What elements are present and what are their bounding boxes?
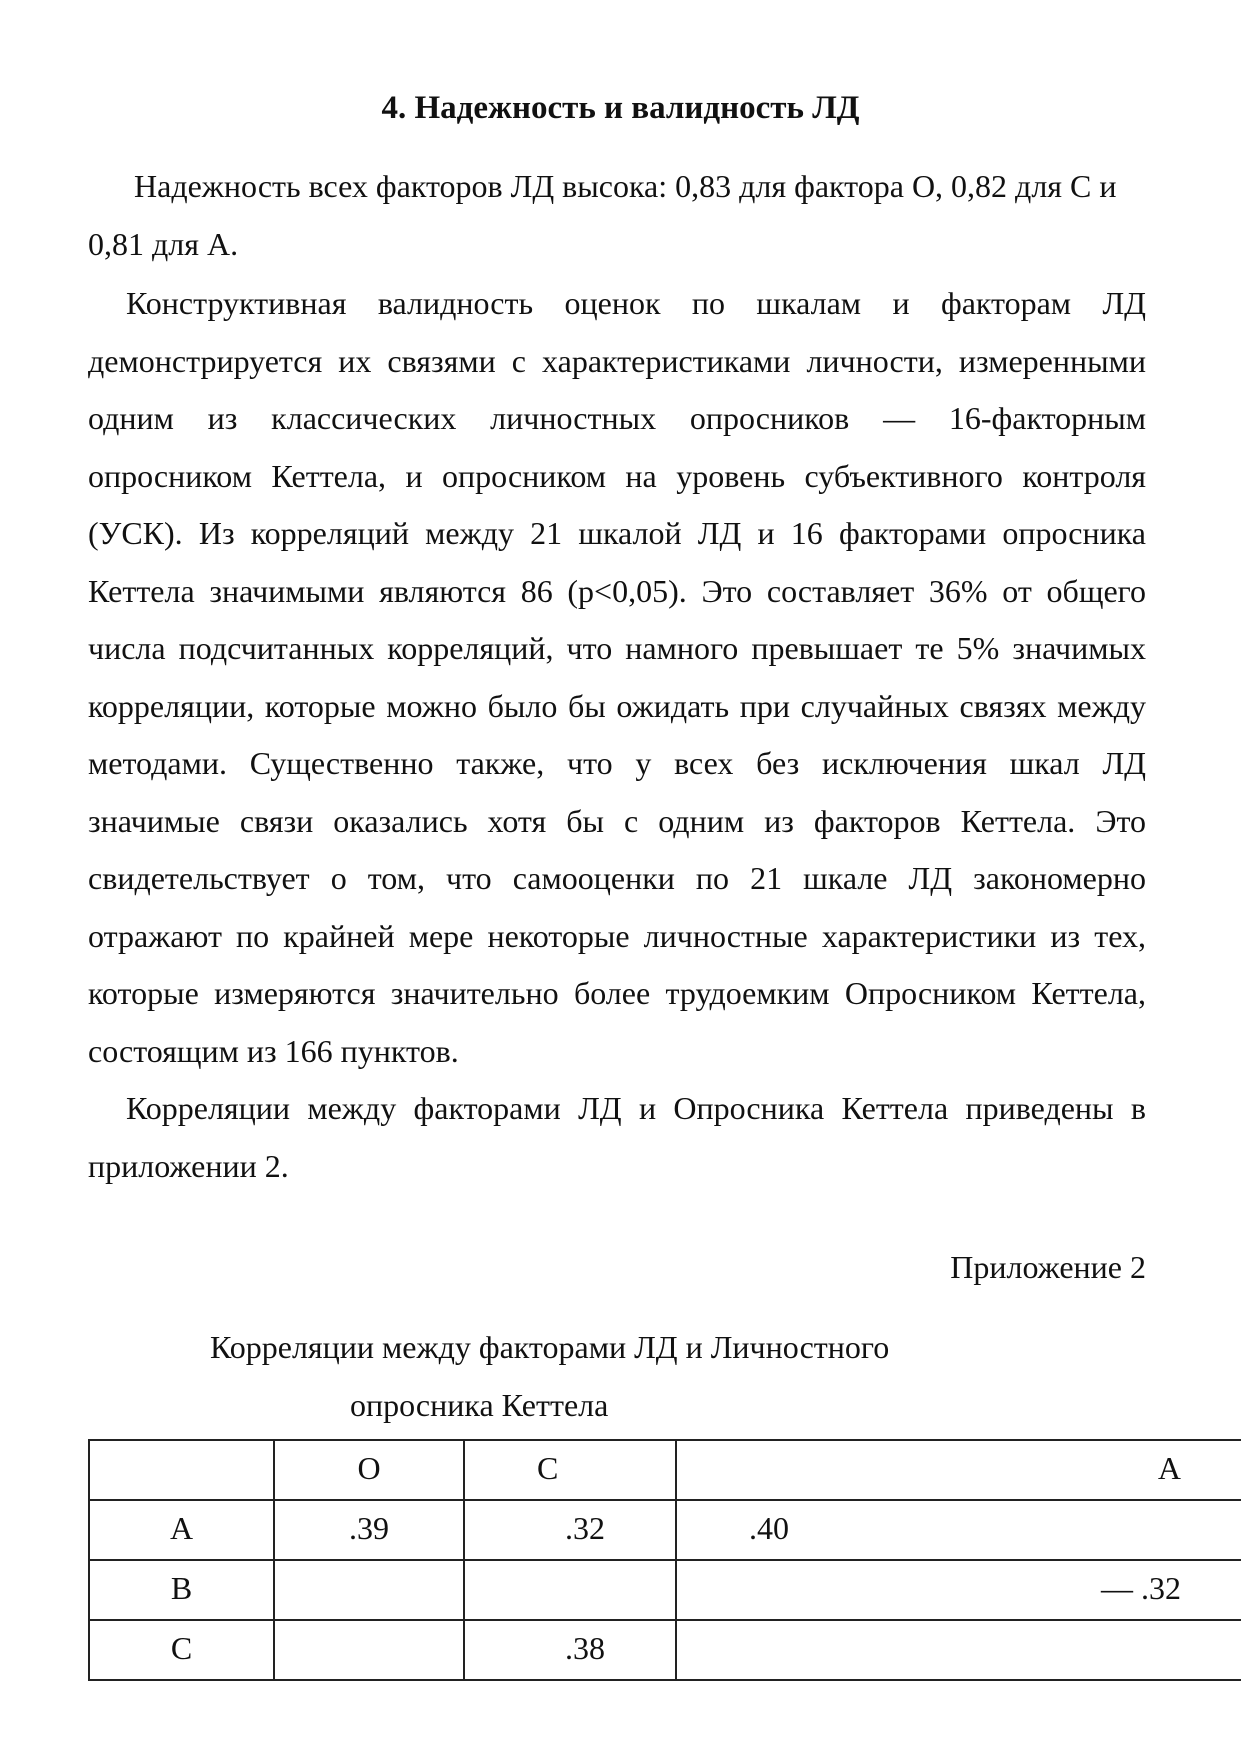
caption-line-1: Корреляции между факторами ЛД и Личностного — [210, 1329, 890, 1365]
header-cell-a: А — [676, 1440, 1241, 1500]
reliability-paragraph: Надежность всех факторов ЛД высока: 0,83 для фактора О, 0,82 для С и 0,81 для А. — [88, 168, 1117, 262]
row-label: В — [89, 1560, 274, 1620]
header-cell-c: С — [464, 1440, 676, 1500]
cell-a — [676, 1620, 1241, 1680]
header-cell-empty — [89, 1440, 274, 1500]
cell-a: — .32 — [676, 1560, 1241, 1620]
reference-paragraph: Корреляции между факторами ЛД и Опросника Кеттела приведены в приложении 2. — [88, 1090, 1146, 1184]
appendix-label: Приложение 2 — [950, 1249, 1146, 1285]
cell-c: .32 — [464, 1500, 676, 1560]
row-label: С — [89, 1620, 274, 1680]
correlation-table — [88, 1439, 1241, 1681]
cell-c: .38 — [464, 1620, 676, 1680]
caption-line-2: опросника Кеттела — [350, 1387, 609, 1423]
cell-a: .40 — [676, 1500, 1241, 1560]
row-label: А — [89, 1500, 274, 1560]
cell-o: .39 — [274, 1500, 464, 1560]
cell-c — [464, 1560, 676, 1620]
table-row — [89, 1620, 1241, 1680]
cell-o — [274, 1620, 464, 1680]
table-row — [89, 1560, 1241, 1620]
table-caption — [210, 1318, 940, 1434]
section-heading: 4. Надежность и валидность ЛД — [381, 90, 860, 126]
validity-paragraph: Конструктивная валидность оценок по шкалам и факторам ЛД демонстрируется их связями с характеристиками личности, измеренными одним из классических личностных опросников — 16-факторным опросником Кеттела, и опросником на уровень субъективного контроля (УСК). Из корреляций между 21 шкалой ЛД и 16 факторами опросника Кеттела значимыми являются 86 (p<0,05). Это составляет 36% от общего числа подсчитанных корреляций, что намного превышает те 5% значимых корреляции, которые можно было бы ожидать при случайных связях между методами. Существенно также, что у всех без исключения шкал ЛД значимые связи оказались хотя бы с одним из факторов Кеттела. Это свидетельствует о том, что самооценки по 21 шкале ЛД закономерно отражают по крайней мере некоторые личностные характеристики из тех, которые измеряются значительно более трудоемким Опросником Кеттела, состоящим из 166 пунктов. — [88, 285, 1146, 1069]
table-row — [89, 1500, 1241, 1560]
table-header-row — [89, 1440, 1241, 1500]
header-cell-o: О — [274, 1440, 464, 1500]
cell-o — [274, 1560, 464, 1620]
